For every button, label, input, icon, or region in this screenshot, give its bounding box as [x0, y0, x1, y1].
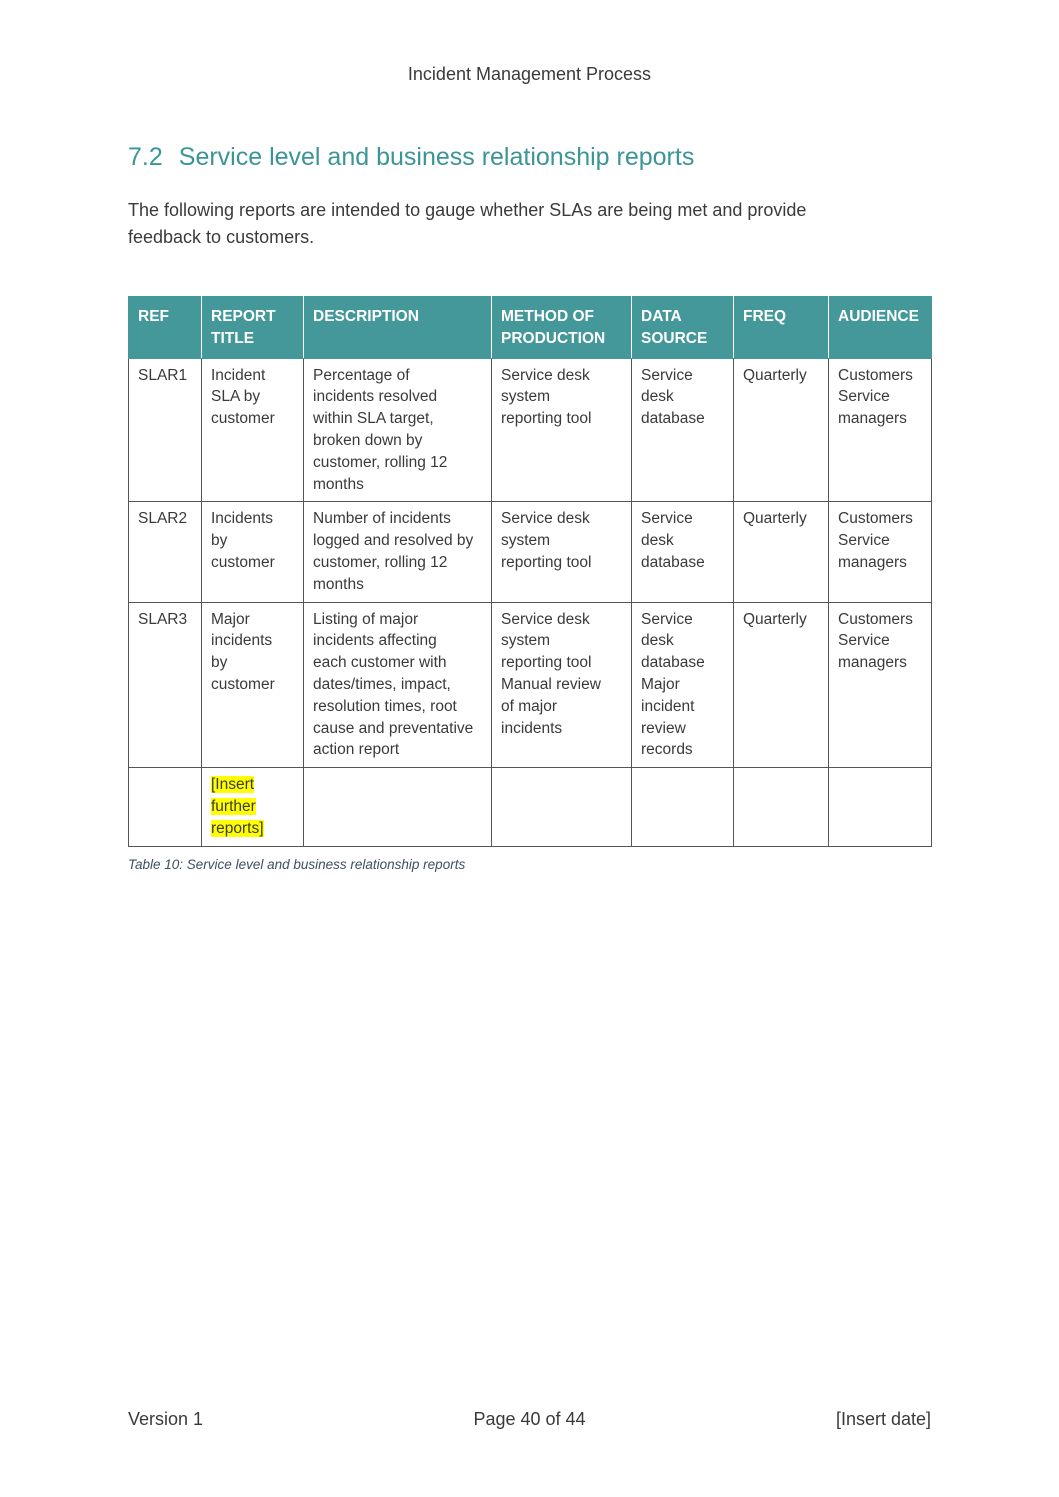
cell-freq: Quarterly: [734, 358, 829, 502]
section-number: 7.2: [128, 143, 163, 171]
table-caption: Table 10: Service level and business relationship reports: [128, 857, 466, 872]
cell-description: Number of incidents logged and resolved by customer, rolling 12 months: [304, 502, 492, 602]
table-header-row: [129, 297, 932, 359]
cell-title: Incidents by customer: [202, 502, 304, 602]
placeholder-highlight: [Insert: [211, 776, 255, 794]
header-ref: REF: [129, 297, 202, 359]
reports-table: [128, 296, 932, 847]
cell-title: Major incidents by customer: [202, 602, 304, 768]
cell-ref: SLAR1: [129, 358, 202, 502]
intro-paragraph: [128, 197, 908, 251]
cell-ref: SLAR3: [129, 602, 202, 768]
cell-source: [632, 768, 734, 846]
placeholder-highlight: reports]: [211, 819, 264, 837]
section-heading: [128, 143, 694, 172]
cell-title: Incident SLA by customer: [202, 358, 304, 502]
placeholder-highlight: further: [211, 797, 256, 815]
cell-method: Service desk system reporting tool: [492, 502, 632, 602]
header-audience: AUDIENCE: [829, 297, 932, 359]
header-report-title: REPORT TITLE: [202, 297, 304, 359]
header-method: METHOD OF PRODUCTION: [492, 297, 632, 359]
cell-audience: Customers Service managers: [829, 502, 932, 602]
running-header: Incident Management Process: [407, 64, 652, 84]
cell-method: Service desk system reporting tool Manual review of major incidents: [492, 602, 632, 768]
cell-ref: [129, 768, 202, 846]
cell-freq: [734, 768, 829, 846]
cell-ref: SLAR2: [129, 502, 202, 602]
cell-description: Listing of major incidents affecting each customer with dates/times, impact, resolution times, root cause and preventative action report: [304, 602, 492, 768]
cell-description: Percentage of incidents resolved within SLA target, broken down by customer, rolling 12 months: [304, 358, 492, 502]
cell-method: [492, 768, 632, 846]
footer-page-number: Page 40 of 44: [473, 1409, 586, 1429]
footer-version: Version 1: [128, 1409, 204, 1429]
footer-date: [Insert date]: [835, 1409, 931, 1429]
table-row: [129, 602, 932, 768]
table-row: [129, 502, 932, 602]
section-title: Service level and business relationship reports: [178, 143, 695, 171]
intro-line: The following reports are intended to gauge whether SLAs are being met and provide: [128, 200, 807, 220]
cell-audience: Customers Service managers: [829, 602, 932, 768]
cell-method: Service desk system reporting tool: [492, 358, 632, 502]
table-row: [129, 358, 932, 502]
cell-source: Service desk database: [632, 358, 734, 502]
cell-description: [304, 768, 492, 846]
table-row-placeholder: [129, 768, 932, 846]
cell-audience: Customers Service managers: [829, 358, 932, 502]
cell-freq: Quarterly: [734, 602, 829, 768]
header-freq: FREQ: [734, 297, 829, 359]
cell-title: [202, 768, 304, 846]
header-data-source: DATA SOURCE: [632, 297, 734, 359]
cell-audience: [829, 768, 932, 846]
cell-source: Service desk database: [632, 502, 734, 602]
header-description: DESCRIPTION: [304, 297, 492, 359]
intro-line: feedback to customers.: [128, 227, 315, 247]
cell-freq: Quarterly: [734, 502, 829, 602]
cell-source: Service desk database Major incident review records: [632, 602, 734, 768]
